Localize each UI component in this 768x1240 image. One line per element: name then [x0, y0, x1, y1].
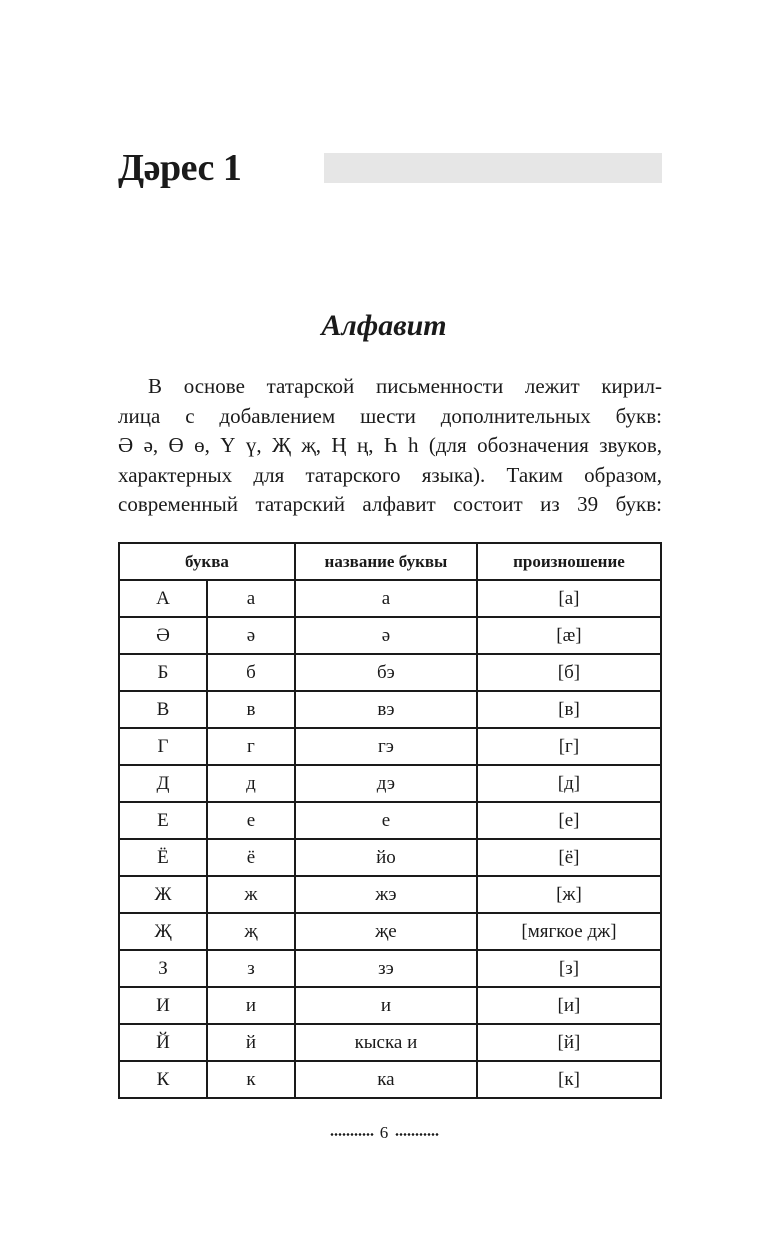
cell-pronunciation: [ё] — [477, 839, 661, 876]
page-footer — [0, 1122, 768, 1144]
cell-lowercase: е — [207, 802, 295, 839]
intro-line: В основе татарской письменности лежит кирил- — [148, 374, 662, 398]
cell-letter-name: ка — [295, 1061, 477, 1098]
table-row — [119, 580, 661, 617]
header-letter: буква — [119, 543, 295, 580]
cell-pronunciation: [а] — [477, 580, 661, 617]
table-row — [119, 839, 661, 876]
cell-uppercase: З — [119, 950, 207, 987]
cell-letter-name: гэ — [295, 728, 477, 765]
dotted-rule-right — [395, 1133, 439, 1136]
cell-lowercase: з — [207, 950, 295, 987]
table-row — [119, 950, 661, 987]
cell-pronunciation: [к] — [477, 1061, 661, 1098]
cell-uppercase: К — [119, 1061, 207, 1098]
cell-uppercase: В — [119, 691, 207, 728]
cell-lowercase: а — [207, 580, 295, 617]
cell-lowercase: г — [207, 728, 295, 765]
cell-uppercase: Ё — [119, 839, 207, 876]
title-decoration-bar — [324, 153, 662, 183]
cell-uppercase: Й — [119, 1024, 207, 1061]
cell-lowercase: җ — [207, 913, 295, 950]
cell-lowercase: ж — [207, 876, 295, 913]
intro-line: лица с добавлением шести дополнительных букв: — [118, 403, 662, 428]
header-letter-name: название буквы — [295, 543, 477, 580]
cell-letter-name: җе — [295, 913, 477, 950]
cell-pronunciation: [и] — [477, 987, 661, 1024]
cell-letter-name: вэ — [295, 691, 477, 728]
cell-letter-name: и — [295, 987, 477, 1024]
table-row — [119, 691, 661, 728]
header-pronunciation: произношение — [477, 543, 661, 580]
cell-uppercase: Д — [119, 765, 207, 802]
cell-letter-name: ә — [295, 617, 477, 654]
cell-uppercase: Е — [119, 802, 207, 839]
table-row — [119, 617, 661, 654]
table-row — [119, 913, 661, 950]
cell-letter-name: а — [295, 580, 477, 617]
alphabet-table — [118, 542, 662, 1099]
cell-lowercase: д — [207, 765, 295, 802]
table-row — [119, 876, 661, 913]
cell-uppercase: Б — [119, 654, 207, 691]
cell-lowercase: к — [207, 1061, 295, 1098]
cell-letter-name: жэ — [295, 876, 477, 913]
cell-pronunciation: [й] — [477, 1024, 661, 1061]
cell-letter-name: е — [295, 802, 477, 839]
lesson-title: Дәрес 1 — [118, 147, 242, 189]
cell-uppercase: А — [119, 580, 207, 617]
cell-letter-name: йо — [295, 839, 477, 876]
table-header-row — [119, 543, 661, 580]
cell-pronunciation: [ж] — [477, 876, 661, 913]
cell-uppercase: Ә — [119, 617, 207, 654]
table-row — [119, 765, 661, 802]
cell-pronunciation: [е] — [477, 802, 661, 839]
cell-pronunciation: [в] — [477, 691, 661, 728]
page-number: 6 — [379, 1123, 389, 1142]
table-row — [119, 654, 661, 691]
cell-pronunciation: [з] — [477, 950, 661, 987]
cell-pronunciation: [æ] — [477, 617, 661, 654]
cell-letter-name: зэ — [295, 950, 477, 987]
cell-lowercase: ә — [207, 617, 295, 654]
cell-lowercase: ё — [207, 839, 295, 876]
cell-pronunciation: [г] — [477, 728, 661, 765]
table-row — [119, 1024, 661, 1061]
cell-uppercase: Г — [119, 728, 207, 765]
cell-letter-name: бэ — [295, 654, 477, 691]
cell-letter-name: кыска и — [295, 1024, 477, 1061]
cell-uppercase: Җ — [119, 913, 207, 950]
cell-uppercase: И — [119, 987, 207, 1024]
intro-paragraph — [118, 372, 662, 520]
cell-lowercase: б — [207, 654, 295, 691]
cell-uppercase: Ж — [119, 876, 207, 913]
section-title: Алфавит — [321, 309, 447, 342]
intro-line: характерных для татарского языка). Таким образом, — [118, 462, 662, 487]
table-row — [119, 802, 661, 839]
cell-pronunciation: [д] — [477, 765, 661, 802]
cell-lowercase: й — [207, 1024, 295, 1061]
table-row — [119, 728, 661, 765]
cell-letter-name: дэ — [295, 765, 477, 802]
cell-lowercase: в — [207, 691, 295, 728]
table-row — [119, 1061, 661, 1098]
cell-pronunciation: [б] — [477, 654, 661, 691]
table-row — [119, 987, 661, 1024]
intro-line: современный татарский алфавит состоит из 39 букв: — [118, 492, 662, 516]
cell-pronunciation: [мягкое дж] — [477, 913, 661, 950]
cell-lowercase: и — [207, 987, 295, 1024]
dotted-rule-left — [330, 1133, 374, 1136]
intro-line: Ә ә, Ө ө, Ү ү, Җ җ, Ң ң, Һ һ (для обозначения звуков, — [118, 433, 662, 457]
